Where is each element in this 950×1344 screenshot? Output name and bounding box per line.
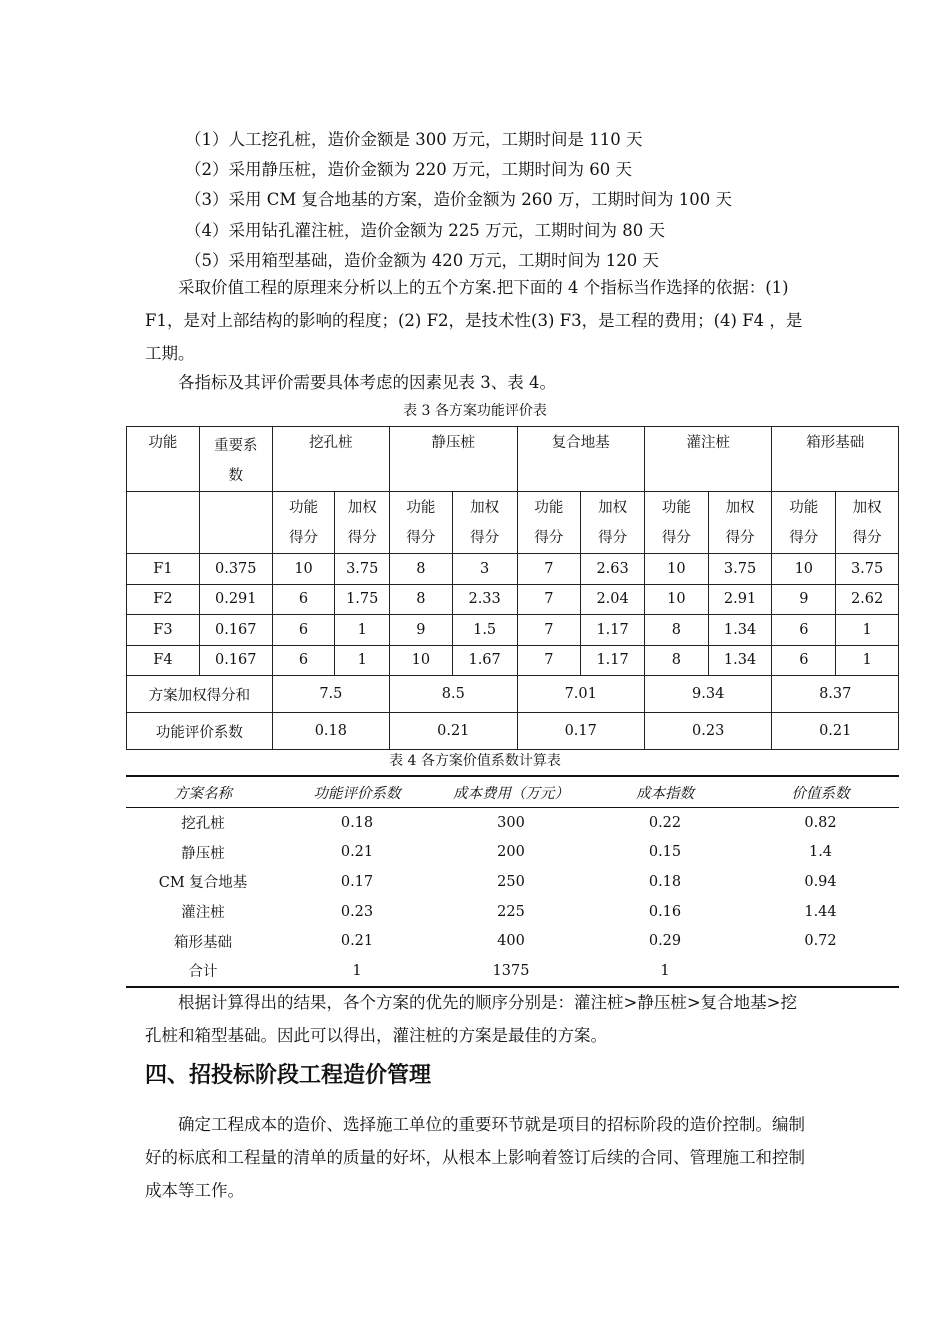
weighted-cell: 3.75	[335, 554, 390, 585]
weighted-cell: 1.34	[708, 645, 772, 676]
weighted-cell: 1	[335, 645, 390, 676]
score-cell: 10	[644, 554, 708, 585]
header-scheme: 挖孔桩	[272, 427, 389, 492]
row-function: F3	[127, 615, 200, 646]
table-cell: 0.21	[340, 844, 374, 861]
empty-cell	[127, 492, 200, 554]
subheader-weighted: 加权得分	[452, 492, 517, 554]
empty-cell	[199, 492, 272, 554]
weighted-cell: 3.75	[708, 554, 772, 585]
table-row	[126, 808, 899, 838]
table-cell: 0.82	[804, 814, 837, 831]
score-cell: 10	[772, 554, 836, 585]
sum-value: 7.01	[517, 676, 644, 713]
table-row	[127, 584, 899, 615]
header-cell: 功能评价系数	[280, 776, 434, 808]
subheader-weighted: 加权得分	[836, 492, 899, 554]
list-item: （4）采用钻孔灌注桩，造价金额为 225 万元，工期时间为 80 天	[185, 221, 665, 240]
header-cell: 成本指数	[588, 776, 742, 808]
table-cell: 250	[497, 873, 525, 890]
table-cell: 400	[497, 933, 525, 950]
section-heading: 四、招投标阶段工程造价管理	[145, 1063, 432, 1088]
sum-value: 8.37	[772, 676, 899, 713]
table-cell: 灌注桩	[181, 905, 225, 922]
weighted-cell: 1.67	[452, 645, 517, 676]
table-cell: 1	[660, 962, 670, 979]
row-weight: 0.167	[199, 615, 272, 646]
sum-label: 方案加权得分和	[127, 676, 273, 713]
header-cell: 方案名称	[126, 776, 280, 808]
coef-value: 0.18	[272, 713, 389, 750]
function-evaluation-table	[126, 426, 899, 750]
table-row	[127, 615, 899, 646]
weighted-cell: 1.17	[581, 615, 645, 646]
table-row	[126, 867, 899, 897]
sum-value: 7.5	[272, 676, 389, 713]
score-cell: 10	[644, 584, 708, 615]
weighted-cell: 2.04	[581, 584, 645, 615]
table-cell: 0.18	[648, 873, 682, 890]
table-cell: 200	[497, 844, 525, 861]
coef-label: 功能评价系数	[127, 713, 273, 750]
row-function: F4	[127, 645, 200, 676]
score-cell: 7	[517, 554, 581, 585]
table-cell: 1375	[492, 962, 530, 979]
score-cell: 8	[644, 615, 708, 646]
score-cell: 7	[517, 615, 581, 646]
score-cell: 7	[517, 584, 581, 615]
score-cell: 8	[390, 584, 453, 615]
score-cell: 10	[390, 645, 453, 676]
weighted-cell: 2.33	[452, 584, 517, 615]
table-cell: 0.23	[340, 903, 374, 920]
row-weight: 0.291	[199, 584, 272, 615]
table3-caption: 表 3 各方案功能评价表	[403, 403, 547, 419]
table-cell: 0.29	[648, 933, 682, 950]
table-cell: CM 复合地基	[158, 875, 248, 892]
table-cell: 0.15	[648, 844, 682, 861]
subheader-score: 功能得分	[272, 492, 335, 554]
row-function: F1	[127, 554, 200, 585]
subheader-weighted: 加权得分	[335, 492, 390, 554]
weighted-cell: 1	[836, 615, 899, 646]
table-row	[126, 956, 899, 987]
weighted-cell: 1.17	[581, 645, 645, 676]
header-scheme: 箱形基础	[772, 427, 899, 492]
table-cell: 0.21	[340, 933, 374, 950]
table-cell: 0.18	[340, 814, 374, 831]
table-cell: 225	[497, 903, 525, 920]
subheader-score: 功能得分	[517, 492, 581, 554]
table-cell: 0.94	[804, 873, 837, 890]
table-row	[127, 554, 899, 585]
table-row	[126, 838, 899, 868]
header-scheme: 静压桩	[390, 427, 517, 492]
subheader-weighted: 加权得分	[708, 492, 772, 554]
header-scheme: 复合地基	[517, 427, 644, 492]
score-cell: 6	[772, 645, 836, 676]
subheader-score: 功能得分	[390, 492, 453, 554]
weighted-cell: 1	[335, 615, 390, 646]
paragraph-table-ref: 各指标及其评价需要具体考虑的因素见表 3、表 4。	[178, 373, 556, 392]
list-item: （1）人工挖孔桩，造价金额是 300 万元，工期时间是 110 天	[185, 130, 643, 149]
table4-caption: 表 4 各方案价值系数计算表	[389, 753, 561, 769]
table-row	[127, 645, 899, 676]
table-cell: 挖孔桩	[181, 816, 225, 833]
table-cell: 0.17	[340, 873, 374, 890]
paragraph-bidding: 确定工程成本的造价、选择施工单位的重要环节就是项目的招标阶段的造价控制。编制好的标底和工程量的清单的质量的好坏，从根本上影响着签订后续的合同、管理施工和控制成本等工作。	[145, 1115, 805, 1200]
list-item: （3）采用 CM 复合地基的方案，造价金额为 260 万，工期时间为 100 天	[185, 190, 732, 209]
coef-value: 0.23	[644, 713, 771, 750]
weighted-cell: 1.34	[708, 615, 772, 646]
header-scheme: 灌注桩	[644, 427, 771, 492]
weighted-cell: 2.91	[708, 584, 772, 615]
header-function: 功能	[127, 427, 200, 492]
score-cell: 8	[644, 645, 708, 676]
paragraph-criteria: 采取价值工程的原理来分析以上的五个方案.把下面的 4 个指标当作选择的依据：(1) F1，是对上部结构的影响的程度；(2) F2，是技术性(3) F3，是工程的费用；(4) F4 ，是工期。	[145, 278, 803, 363]
score-cell: 6	[272, 584, 335, 615]
score-cell: 9	[390, 615, 453, 646]
table-cell	[742, 956, 899, 987]
weighted-cell: 3.75	[836, 554, 899, 585]
score-cell: 8	[390, 554, 453, 585]
table-cell: 合计	[188, 964, 218, 981]
score-cell: 6	[272, 645, 335, 676]
table-cell: 300	[497, 814, 525, 831]
weighted-cell: 2.63	[581, 554, 645, 585]
subheader-score: 功能得分	[772, 492, 836, 554]
score-cell: 7	[517, 645, 581, 676]
weighted-cell: 2.62	[836, 584, 899, 615]
table-cell: 1.4	[808, 844, 833, 861]
header-cell: 成本费用（万元）	[434, 776, 588, 808]
score-cell: 6	[272, 615, 335, 646]
value-coefficient-table	[126, 775, 899, 988]
table-cell: 0.72	[804, 933, 837, 950]
row-weight: 0.375	[199, 554, 272, 585]
paragraph-conclusion: 根据计算得出的结果，各个方案的优先的顺序分别是：灌注桩>静压桩>复合地基>挖孔桩和箱型基础。因此可以得出，灌注桩的方案是最佳的方案。	[145, 993, 797, 1045]
sum-value: 9.34	[644, 676, 771, 713]
header-cell: 价值系数	[742, 776, 899, 808]
list-item: （5）采用箱型基础，造价金额为 420 万元，工期时间为 120 天	[185, 251, 659, 270]
table-cell: 0.16	[648, 903, 682, 920]
weighted-cell: 1.75	[335, 584, 390, 615]
row-function: F2	[127, 584, 200, 615]
coef-value: 0.17	[517, 713, 644, 750]
weighted-cell: 1	[836, 645, 899, 676]
table-cell: 静压桩	[181, 845, 225, 862]
score-cell: 6	[772, 615, 836, 646]
table-cell: 1	[352, 962, 362, 979]
subheader-weighted: 加权得分	[581, 492, 645, 554]
table-row	[126, 926, 899, 956]
subheader-score: 功能得分	[644, 492, 708, 554]
table-cell: 0.22	[648, 814, 682, 831]
table-cell: 箱形基础	[174, 934, 232, 951]
score-cell: 10	[272, 554, 335, 585]
row-weight: 0.167	[199, 645, 272, 676]
list-item: （2）采用静压桩，造价金额为 220 万元，工期时间为 60 天	[185, 160, 632, 179]
table-cell: 1.44	[804, 903, 837, 920]
table-row	[126, 897, 899, 927]
weighted-cell: 1.5	[452, 615, 517, 646]
coef-value: 0.21	[772, 713, 899, 750]
header-weight: 重要系数	[199, 427, 272, 492]
coef-value: 0.21	[390, 713, 517, 750]
sum-value: 8.5	[390, 676, 517, 713]
weighted-cell: 3	[452, 554, 517, 585]
score-cell: 9	[772, 584, 836, 615]
